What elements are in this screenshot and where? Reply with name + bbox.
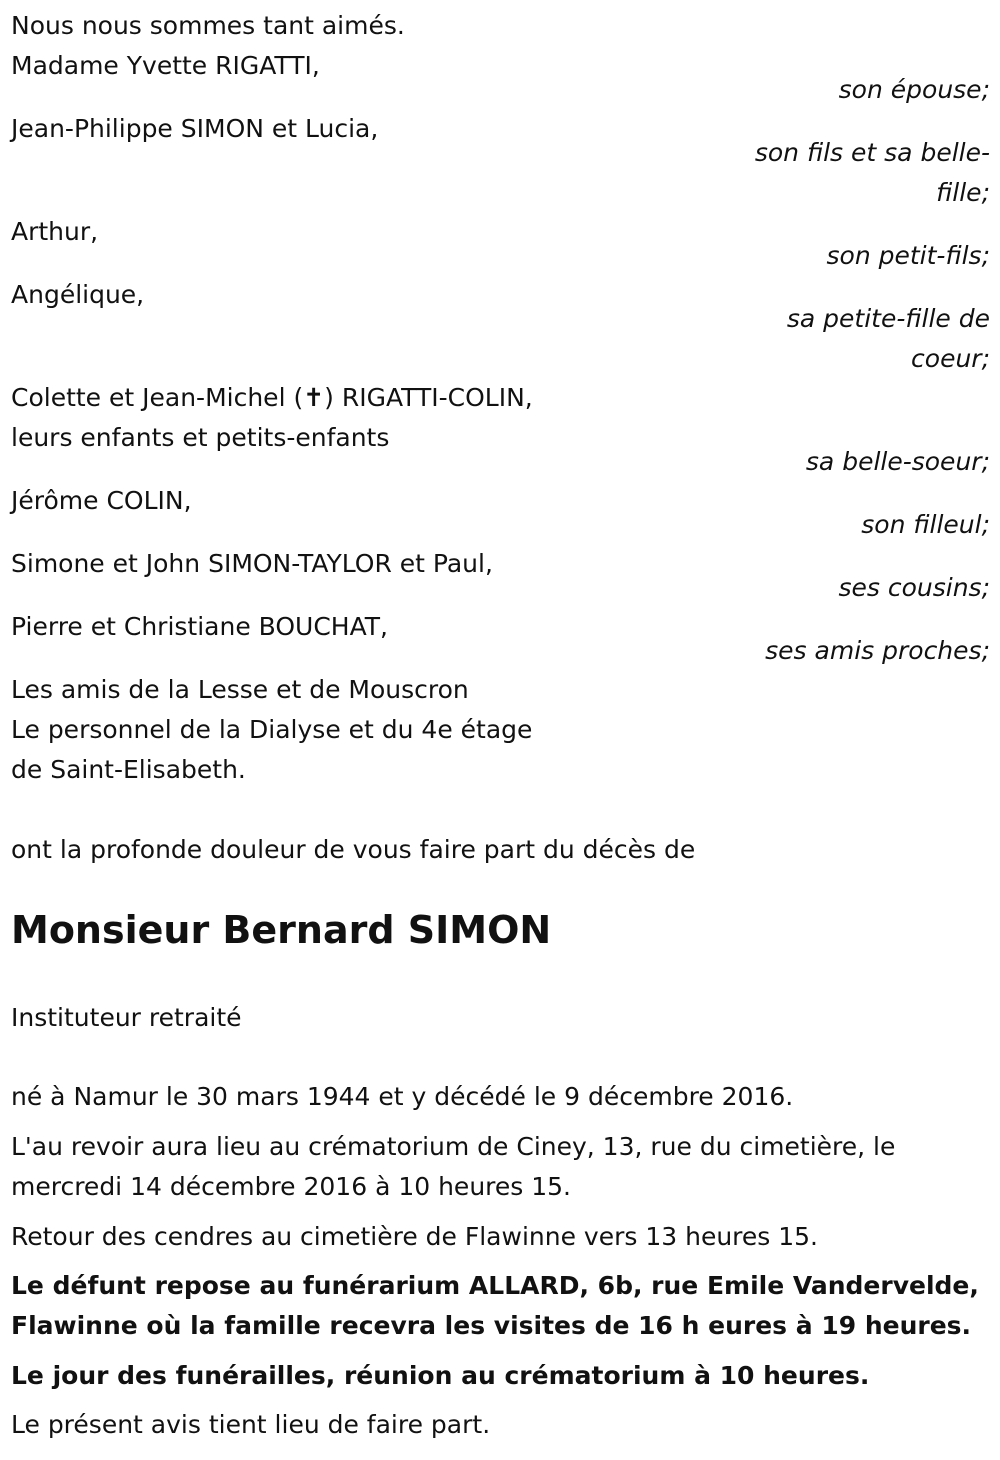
family-name-sister-in-law-line1: Colette et Jean-Michel (✝) RIGATTI-COLIN, [11,383,533,412]
family-relation-cousins: ses cousins; [838,573,990,602]
family-name-godson: Jérôme COLIN, [11,486,192,515]
ashes-line: Retour des cendres au cimetière de Flawinne vers 13 heures 15. [11,1222,819,1251]
family-relation-granddaughter-line1: sa petite-fille de [786,304,990,333]
family-name-spouse: Madame Yvette RIGATTI, [11,51,320,80]
family-name-cousins: Simone et John SIMON-TAYLOR et Paul, [11,549,493,578]
birth-death-line: né à Namur le 30 mars 1944 et y décédé le 9 décembre 2016. [11,1082,794,1111]
family-relation-son-line2: fille; [936,178,990,207]
family-relation-sister-in-law: sa belle-soeur; [805,447,990,476]
family-relation-friends: ses amis proches; [765,636,990,665]
funeral-home-line-1: Le défunt repose au funérarium ALLARD, 6b, rue Emile Vandervelde, [11,1271,979,1300]
family-name-grandson: Arthur, [11,217,99,246]
family-relation-granddaughter-line2: coeur; [911,344,990,373]
deceased-name: Monsieur Bernard SIMON [11,908,552,952]
occupation: Instituteur retraité [11,1003,242,1032]
others-line-2: Le personnel de la Dialyse et du 4e étage [11,715,533,744]
family-relation-spouse: son épouse; [838,75,990,104]
farewell-line-1: L'au revoir aura lieu au crématorium de Ciney, 13, rue du cimetière, le [11,1132,896,1161]
others-line-1: Les amis de la Lesse et de Mouscron [11,675,469,704]
opening-line: Nous nous sommes tant aimés. [11,11,405,40]
funeral-home-line-2: Flawinne où la famille recevra les visites de 16 h eures à 19 heures. [11,1311,972,1340]
announcement-line: ont la profonde douleur de vous faire part du décès de [11,835,696,864]
others-line-3: de Saint-Elisabeth. [11,755,246,784]
family-relation-son-line1: son fils et sa belle- [754,138,990,167]
meeting-line: Le jour des funérailles, réunion au crématorium à 10 heures. [11,1361,870,1390]
family-name-sister-in-law-line2: leurs enfants et petits-enfants [11,423,390,452]
family-name-friends: Pierre et Christiane BOUCHAT, [11,612,388,641]
family-relation-godson: son filleul; [861,510,990,539]
family-name-granddaughter: Angélique, [11,280,145,309]
closing-line: Le présent avis tient lieu de faire part. [11,1410,491,1439]
family-name-son: Jean-Philippe SIMON et Lucia, [11,114,379,143]
farewell-line-2: mercredi 14 décembre 2016 à 10 heures 15. [11,1172,571,1201]
family-relation-grandson: son petit-fils; [826,241,990,270]
